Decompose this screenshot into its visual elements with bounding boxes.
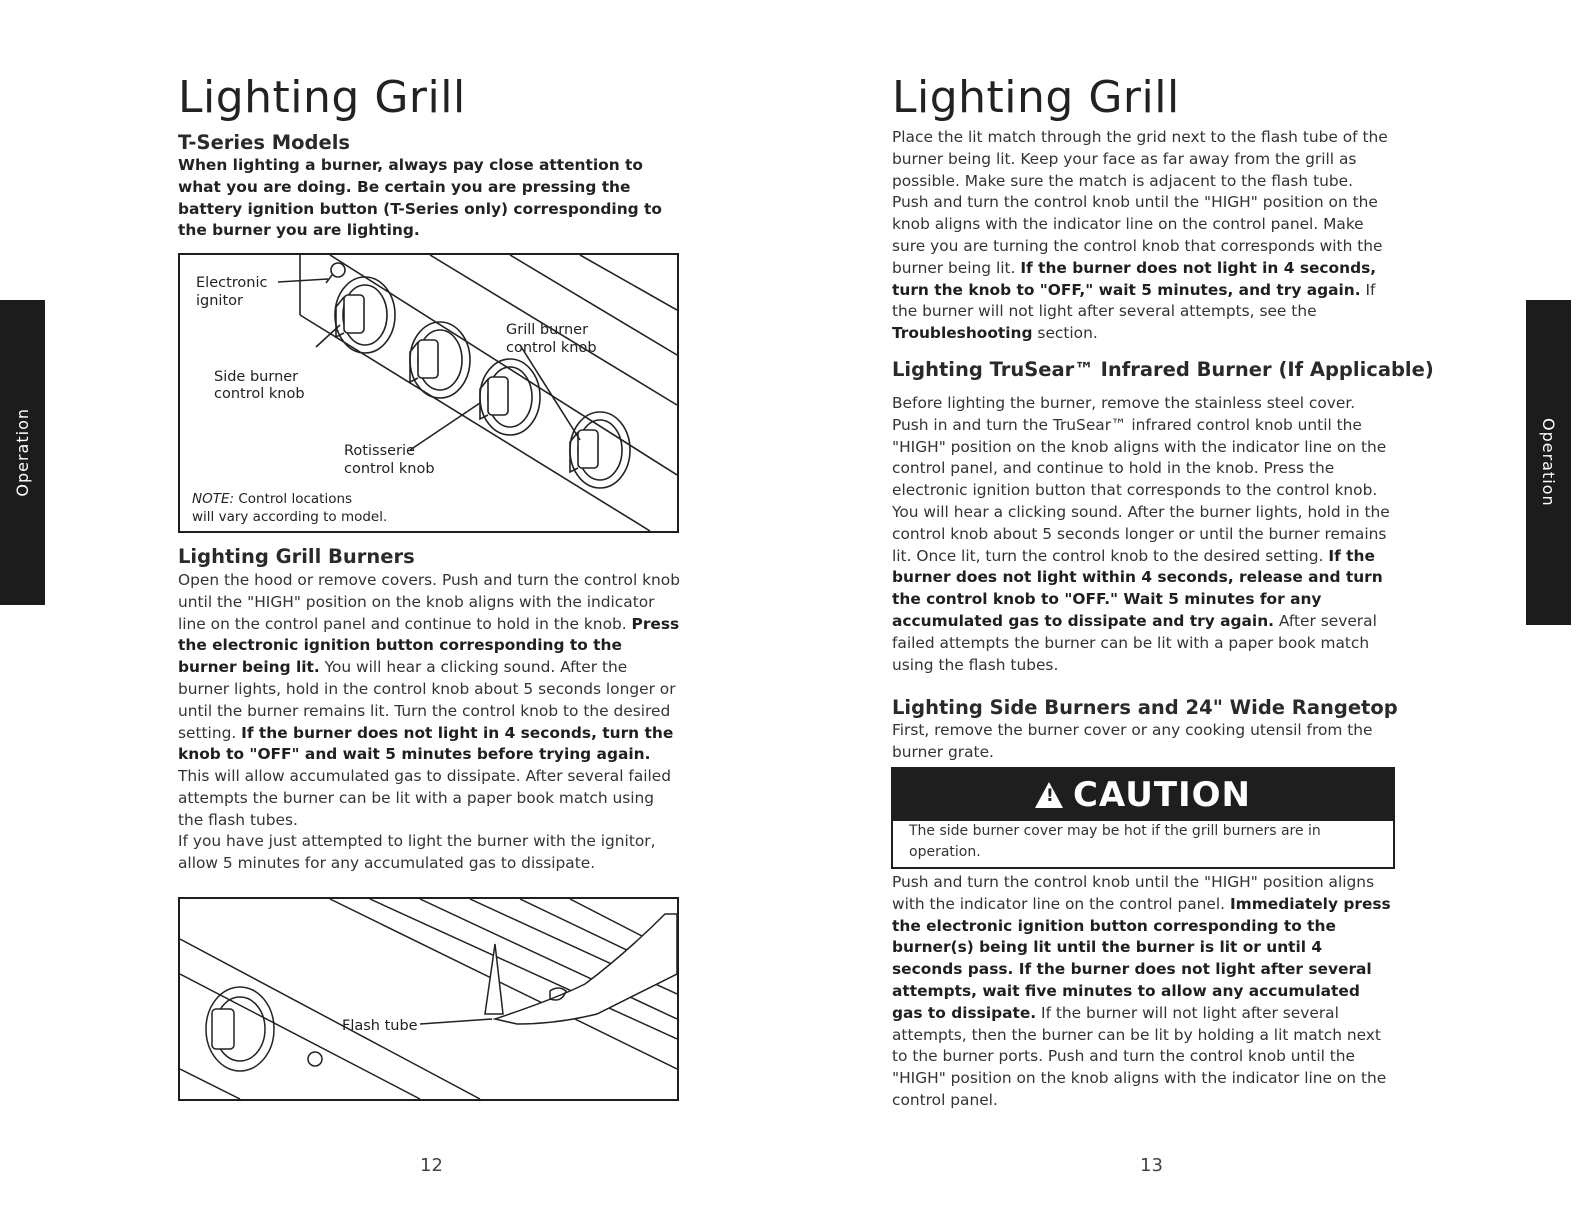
page-number: 12 (420, 1155, 443, 1176)
warning-icon (1035, 782, 1063, 808)
section-tab-left (0, 300, 45, 605)
caution-box (891, 767, 1395, 869)
caution-text: The side burner cover may be hot if the grill burners are in operation. (909, 823, 1321, 860)
section-heading-trusear: Lighting TruSear™ Infrared Burner (If Applicable) (892, 358, 1434, 381)
section-heading-grill-burners: Lighting Grill Burners (178, 545, 415, 568)
label-side-control-knob: control knob (214, 386, 305, 402)
label-rotisserie-control-knob: control knob (344, 461, 435, 477)
side-burners-intro: First, remove the burner cover or any cooking utensil from the burner grate. (892, 721, 1373, 761)
section-heading-side-burners: Lighting Side Burners and 24" Wide Rangetop (892, 696, 1398, 719)
figure-note (192, 490, 352, 508)
label-electronic: Electronic (196, 275, 268, 291)
section-tab-right (1526, 300, 1571, 625)
figure-note-line-2: will vary according to model. (192, 509, 388, 525)
lighting-match-paragraph: Place the lit match through the grid next to the flash tube of the burner being lit. Keep your face as far away from the grill as possible. Make sure the match is adjacent to the flash tube. Push and turn the control knob until the "HIGH" position on the knob aligns with the indicator line on the control panel. Make sure you are turning the control knob that corresponds with the burner being lit. If the burner does not light in 4 seconds, turn the knob to "OFF," wait 5 minutes, and try again. If the burner will not light after several attempts, see the Troubleshooting section. (892, 128, 1388, 343)
page-title: Lighting Grill (892, 72, 1180, 123)
tab-label: Operation (13, 408, 32, 497)
caution-title: CAUTION (1072, 775, 1252, 815)
section-heading-tseries: T-Series Models (178, 131, 350, 154)
label-ignitor: ignitor (196, 293, 243, 309)
note-line-1: Control locations (238, 491, 353, 507)
label-rotisserie: Rotisserie (344, 443, 415, 459)
side-burners-paragraph: Push and turn the control knob until the "HIGH" position aligns with the indicator line on the control panel. Immediately press the electronic ignition button corresponding to the burner(s) being lit until the burner is lit or until 4 seconds pass. If the burner does not light after several attempts, wait five minutes to allow any accumulated gas to dissipate. If the burner will not light after several attempts, then the burner can be lit by holding a lit match next to the burner ports. Push and turn the control knob until the "HIGH" position on the knob aligns with the indicator line on the control panel. (892, 873, 1391, 1109)
tseries-intro: When lighting a burner, always pay close attention to what you are doing. Be certain you are pressing the battery ignition button (T-Series only) corresponding to the burner you are lighting. (178, 156, 662, 240)
label-grill-burner: Grill burner (506, 322, 589, 338)
label-side-burner: Side burner (214, 369, 299, 385)
tab-label: Operation (1539, 418, 1558, 507)
page-title: Lighting Grill (178, 72, 466, 123)
grill-burners-paragraph: Open the hood or remove covers. Push and turn the control knob until the "HIGH" position on the knob aligns with the indicator line on the control panel and continue to hold in the knob. Press the electronic ignition button corresponding to the burner being lit. You will hear a clicking sound. After the burner lights, hold in the control knob about 5 seconds longer or until the burner remains lit. Turn the control knob to the desired setting. If the burner does not light in 4 seconds, turn the knob to "OFF" and wait 5 minutes before trying again. This will allow accumulated gas to dissipate. After several failed attempts the burner can be lit with a paper book match using the flash tubes. (178, 571, 680, 829)
grill-burners-paragraph-2: If you have just attempted to light the burner with the ignitor, allow 5 minutes for any accumulated gas to dissipate. (178, 832, 656, 872)
label-flash-tube: Flash tube (342, 1018, 418, 1034)
flash-tube-illustration (180, 899, 677, 1099)
caution-header (893, 769, 1393, 821)
page-number: 13 (1140, 1155, 1163, 1176)
right-page (792, 0, 1584, 1224)
trusear-paragraph: Before lighting the burner, remove the stainless steel cover. Push in and turn the TruSear™ infrared control knob until the "HIGH" position on the knob aligns with the indicator line on the control panel, and continue to hold in the knob. Press the electronic ignition button that corresponds to the control knob. You will hear a clicking sound. After the burner lights, hold in the control knob about 5 seconds longer or until the burner remains lit. Once lit, turn the control knob to the desired setting. If the burner does not light within 4 seconds, release and turn the control knob to "OFF." Wait 5 minutes for any accumulated gas to dissipate and try again. After several failed attempts the burner can be lit with a paper book match using the flash tubes. (892, 394, 1390, 674)
note-label: NOTE: (192, 491, 235, 507)
flash-tube-figure (178, 897, 679, 1101)
label-grill-control-knob: control knob (506, 340, 597, 356)
control-panel-figure (178, 253, 679, 533)
